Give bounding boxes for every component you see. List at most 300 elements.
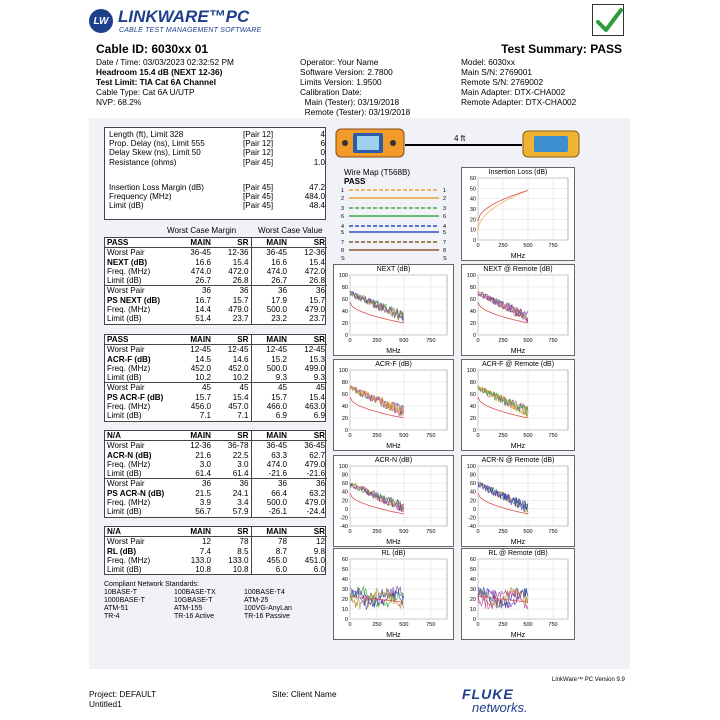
row-value: 45 [251, 383, 289, 393]
plot-x-label: MHz [386, 539, 401, 546]
row-value: 36 [289, 286, 327, 296]
row-value: 63.3 [251, 451, 289, 460]
table-row [105, 314, 327, 323]
y-tick-label: 40 [341, 489, 348, 496]
row-value: 452.0 [228, 363, 249, 373]
column-header: MAIN [251, 335, 289, 345]
summary-pair: [Pair 12] [243, 139, 274, 149]
summary-value: 1.0 [313, 157, 325, 167]
x-tick-label: 500 [399, 529, 409, 535]
y-tick-label: 0 [472, 238, 476, 244]
row-value: 12 [315, 537, 325, 547]
row-value: 10.2 [195, 373, 211, 383]
acrn-results-table [104, 430, 326, 518]
row-value: 500.0 [251, 305, 289, 314]
row-value: 15.2 [251, 355, 289, 364]
row-value: 45 [289, 383, 327, 393]
row-value: 15.4 [232, 392, 249, 402]
wire-map [335, 166, 453, 262]
row-value: 8.7 [251, 547, 289, 556]
summary-label: Length (ft), Limit 328 [109, 130, 184, 139]
wire-pin-label: 2 [443, 196, 447, 202]
column-header: MAIN [251, 527, 289, 537]
test-limit: Test Limit: TIA Cat 6A Channel [96, 77, 217, 87]
x-tick-label: 750 [426, 338, 436, 344]
wire-map-status: PASS [344, 177, 366, 186]
y-tick-label: 60 [469, 557, 476, 563]
rl-results-table [104, 526, 326, 575]
x-tick-label: 500 [523, 338, 533, 344]
summary-pair: [Pair 12] [243, 130, 274, 139]
row-value: 57.9 [232, 507, 249, 517]
plot-title: RL (dB) [381, 550, 406, 557]
summary-label: Insertion Loss Margin (dB) [109, 182, 204, 192]
row-value: 12-36 [190, 441, 211, 451]
y-tick-label: 80 [341, 472, 348, 479]
row-value: 12-45 [251, 345, 289, 355]
y-tick-label: 40 [469, 196, 476, 203]
y-tick-label: 40 [469, 577, 476, 583]
y-tick-label: 50 [469, 567, 476, 573]
row-value: 14.6 [232, 354, 249, 364]
x-tick-label: 750 [548, 433, 558, 439]
row-label: ACR-F (dB) [107, 354, 151, 364]
x-tick-label: 250 [498, 243, 508, 249]
row-label: Freq. (MHz) [107, 498, 151, 508]
y-tick-label: 100 [466, 464, 476, 470]
standard-item: TR-16 Active [174, 613, 215, 620]
row-value: 9.8 [313, 546, 325, 556]
summary-label: Frequency (MHz) [109, 192, 172, 202]
x-tick-label: 500 [399, 622, 409, 628]
row-value: 9.3 [313, 373, 325, 383]
plot-frame [478, 275, 568, 335]
table-row [105, 547, 327, 556]
x-tick-label: 0 [348, 433, 352, 439]
y-tick-label: 20 [469, 416, 476, 422]
row-value: 10.2 [232, 373, 249, 383]
plot-title: RL @ Remote (dB) [488, 550, 548, 557]
row-value: 36 [213, 286, 251, 296]
results-header-row [105, 527, 327, 537]
row-label: Worst Pair [107, 441, 145, 451]
wire-pin-label: S [341, 256, 345, 262]
wire-pin-label: 1 [341, 188, 345, 194]
app-title: LINKWARE™PC [118, 7, 250, 26]
fluke-word: FLUKE [462, 686, 514, 702]
summary-pair: [Pair 45] [243, 182, 274, 192]
table-row [105, 364, 327, 373]
plot-title: ACR-N (dB) [374, 457, 413, 464]
wire-pin-label: 8 [443, 248, 447, 254]
main-tester-icon [335, 126, 405, 160]
table-row [105, 556, 327, 565]
y-tick-label: 0 [344, 428, 348, 434]
row-value: 12-36 [227, 248, 249, 258]
row-label: Limit (dB) [107, 411, 142, 421]
results-header-row [105, 335, 327, 345]
row-label: Freq. (MHz) [107, 363, 151, 373]
y-tick-label: -20 [340, 515, 348, 522]
wire-pin-label: 5 [443, 230, 447, 236]
row-label: Freq. (MHz) [107, 305, 151, 315]
row-value: 457.0 [228, 402, 249, 412]
standards-title: Compliant Network Standards: [104, 581, 199, 588]
table-row [105, 355, 327, 364]
row-value: 7.4 [199, 546, 211, 556]
row-value: 472.0 [228, 266, 249, 276]
summary-pair: [Pair 12] [243, 148, 274, 158]
row-value: 16.6 [195, 257, 211, 267]
x-tick-label: 500 [523, 433, 533, 439]
row-value: 36 [289, 479, 327, 489]
row-value: 16.6 [251, 258, 289, 267]
y-tick-label: 40 [469, 309, 476, 315]
summary-row [109, 183, 325, 192]
row-value: 36 [251, 286, 289, 296]
column-header: MAIN [175, 431, 213, 441]
y-tick-label: 20 [341, 498, 348, 505]
row-value: 12-45 [304, 345, 325, 355]
plot-x-label: MHz [386, 443, 401, 450]
row-label: Limit (dB) [107, 314, 142, 324]
row-value: 499.0 [304, 363, 325, 373]
y-tick-label: 30 [469, 587, 476, 593]
row-value: 36-45 [251, 248, 289, 258]
table-row [105, 383, 327, 393]
table-row [105, 489, 327, 498]
standard-item: 1000BASE-T [104, 597, 145, 604]
row-value: 3.0 [199, 459, 211, 469]
row-value: 36 [175, 286, 213, 296]
y-tick-label: 0 [472, 506, 476, 513]
row-value: 8.5 [237, 546, 249, 556]
row-value: 12-45 [190, 345, 211, 355]
y-tick-label: 40 [341, 404, 348, 410]
row-value: 51.4 [195, 314, 211, 324]
y-tick-label: 100 [466, 273, 476, 279]
row-label: Freq. (MHz) [107, 266, 151, 276]
summary-value: 48.4 [309, 201, 325, 211]
row-label: Freq. (MHz) [107, 402, 151, 412]
summary-value: 4 [320, 130, 325, 139]
summary-pair: [Pair 45] [243, 157, 274, 167]
y-tick-label: 80 [469, 380, 476, 386]
table-row [105, 469, 327, 479]
site-name: Site: Client Name [272, 689, 337, 699]
row-value: 23.7 [232, 314, 249, 324]
x-tick-label: 500 [399, 433, 409, 439]
row-value: -21.6 [251, 469, 289, 479]
plot-title: ACR-F @ Remote (dB) [481, 361, 555, 368]
standard-item: ATM-155 [174, 605, 203, 612]
row-value: 474.0 [190, 266, 211, 276]
standard-item: TR-16 Passive [244, 613, 290, 620]
row-value: -24.4 [306, 507, 325, 517]
header-left [96, 57, 234, 107]
summary-table [109, 130, 325, 210]
result-status: PASS [105, 335, 175, 345]
row-value: 15.7 [232, 295, 249, 305]
row-value: 12 [201, 537, 211, 547]
table-row [105, 507, 327, 516]
x-tick-label: 250 [498, 338, 508, 344]
summary-value: 0 [320, 148, 325, 158]
plot-title: ACR-N @ Remote (dB) [481, 457, 555, 464]
y-tick-label: -40 [468, 524, 476, 530]
row-value: 10.8 [232, 565, 249, 575]
column-header: SR [213, 431, 251, 441]
standard-item: 10BASE-T [104, 589, 138, 596]
x-tick-label: 750 [426, 622, 436, 628]
row-value: 452.0 [190, 363, 211, 373]
summary-label: Limit (dB) [109, 201, 144, 211]
y-tick-label: 20 [469, 321, 476, 327]
row-value: 3.4 [237, 498, 249, 508]
table-row [105, 393, 327, 402]
table-row [105, 345, 327, 355]
row-value: 22.5 [232, 450, 249, 460]
row-label: Limit (dB) [107, 276, 142, 286]
wire-pin-label: 8 [341, 248, 345, 254]
standard-item: 100BASE-T4 [244, 589, 285, 596]
row-value: 45 [175, 383, 213, 393]
row-value: 10.8 [195, 565, 211, 575]
x-tick-label: 250 [372, 433, 382, 439]
summary-row [109, 139, 325, 148]
row-value: 21.5 [195, 488, 211, 498]
y-tick-label: 20 [469, 498, 476, 505]
plot-x-label: MHz [510, 539, 526, 546]
column-header: MAIN [251, 431, 289, 441]
software-version: Software Version: 2.7800 [300, 67, 393, 77]
x-tick-label: 750 [548, 338, 558, 344]
summary-label: Resistance (ohms) [109, 157, 177, 167]
row-value: 36 [175, 479, 213, 489]
plot-title: NEXT (dB) [376, 266, 411, 273]
row-value: 15.7 [251, 393, 289, 402]
row-value: 12-45 [227, 345, 249, 355]
plot-title: ACR-F (dB) [375, 361, 412, 368]
summary-row [109, 130, 325, 139]
row-value: 26.7 [195, 276, 211, 286]
standard-item: ATM-25 [244, 597, 269, 604]
y-tick-label: 50 [341, 567, 348, 573]
table-row [105, 286, 327, 296]
row-label: Limit (dB) [107, 565, 142, 575]
row-value: 6.9 [313, 411, 325, 421]
summary-label: Delay Skew (ns), Limit 50 [109, 148, 201, 158]
y-tick-label: 30 [469, 207, 476, 213]
row-value: 451.0 [304, 555, 325, 565]
column-header: SR [213, 335, 251, 345]
header-middle [300, 57, 410, 117]
row-value: -21.6 [306, 469, 325, 479]
worst-case-value-label: Worst Case Value [258, 226, 323, 235]
column-header: SR [289, 238, 327, 248]
x-tick-label: 250 [498, 622, 508, 628]
y-tick-label: 30 [341, 587, 348, 593]
row-value: 479.0 [304, 459, 325, 469]
cable-line [405, 144, 522, 146]
x-tick-label: 0 [476, 529, 480, 535]
row-label: Limit (dB) [107, 373, 142, 383]
y-tick-label: 0 [472, 617, 476, 623]
summary-row [109, 201, 325, 210]
wire-pin-label: 7 [341, 240, 345, 246]
x-tick-label: 0 [476, 622, 480, 628]
row-value: 12-36 [304, 248, 325, 258]
y-tick-label: 0 [344, 617, 348, 623]
compliant-standards [104, 580, 326, 621]
x-tick-label: 750 [426, 529, 436, 535]
table-row [105, 451, 327, 460]
calibration-date: Calibration Date: [300, 87, 362, 97]
next-plot [333, 264, 454, 356]
table-row [105, 296, 327, 305]
summary-label: Prop. Delay (ns), Limit 555 [109, 139, 205, 149]
rl-plot [333, 548, 454, 640]
main-adapter: Main Adapter: DTX-CHA002 [461, 87, 566, 97]
row-value: 7.1 [237, 411, 249, 421]
wire-pin-label: 7 [443, 240, 447, 246]
row-value: 16.7 [195, 295, 211, 305]
row-value: 133.0 [190, 555, 211, 565]
plot-frame [478, 466, 568, 526]
footer-project [89, 689, 156, 709]
row-value: -26.1 [251, 507, 289, 516]
app-subtitle: CABLE TEST MANAGEMENT SOFTWARE [119, 27, 262, 34]
plot-frame [350, 370, 447, 430]
y-tick-label: 10 [341, 607, 348, 613]
row-value: 15.4 [309, 257, 325, 267]
wire-pin-label: S [443, 256, 447, 262]
row-value: 61.4 [195, 469, 211, 479]
x-tick-label: 250 [372, 529, 382, 535]
row-label: Worst Pair [107, 345, 145, 355]
plot-x-label: MHz [386, 348, 401, 355]
table-row [105, 402, 327, 411]
y-tick-label: 60 [341, 557, 348, 563]
row-value: 474.0 [251, 460, 289, 469]
table-row [105, 537, 327, 547]
wire-pin-label: 1 [443, 188, 447, 194]
table-row [105, 565, 327, 574]
row-value: 479.0 [304, 305, 325, 315]
row-value: 61.4 [232, 469, 249, 479]
linkware-logo-icon: LW [89, 9, 113, 33]
row-value: 7.1 [199, 411, 211, 421]
y-tick-label: -20 [468, 515, 476, 522]
row-label: Worst Pair [105, 479, 175, 489]
y-tick-label: 40 [469, 404, 476, 410]
rl-remote-plot [461, 548, 575, 640]
y-tick-label: 60 [469, 481, 476, 488]
x-tick-label: 750 [548, 529, 558, 535]
operator: Operator: Your Name [300, 57, 379, 67]
column-header: SR [289, 431, 327, 441]
plot-x-label: MHz [510, 443, 526, 450]
nvp: NVP: 68.2% [96, 97, 142, 107]
summary-value: 47.2 [309, 182, 325, 192]
summary-row [109, 192, 325, 201]
x-tick-label: 750 [426, 433, 436, 439]
x-tick-label: 250 [372, 338, 382, 344]
plot-x-label: MHz [510, 253, 526, 260]
row-label: Worst Pair [107, 537, 145, 547]
result-status: N/A [105, 527, 175, 537]
row-value: 6.0 [313, 565, 325, 575]
y-tick-label: 20 [469, 217, 476, 224]
row-label: Freq. (MHz) [107, 459, 151, 469]
table-row [105, 267, 327, 276]
wire-map-title: Wire Map (T568B) [344, 168, 411, 177]
result-status: PASS [105, 238, 175, 248]
row-value: 26.7 [251, 276, 289, 286]
row-value: 456.0 [190, 402, 211, 412]
standard-item: ATM-51 [104, 605, 129, 612]
cable-id: Cable ID: 6030xx 01 [96, 42, 209, 56]
y-tick-label: 40 [341, 309, 348, 315]
y-tick-label: 10 [469, 607, 476, 613]
y-tick-label: 60 [341, 297, 348, 303]
header-right [461, 57, 576, 107]
y-tick-label: 100 [338, 464, 348, 470]
x-tick-label: 250 [498, 529, 508, 535]
plot-frame [350, 466, 447, 526]
row-value: 15.4 [232, 257, 249, 267]
table-row [105, 441, 327, 451]
y-tick-label: 80 [341, 380, 348, 386]
next-remote-plot [461, 264, 575, 356]
remote-adapter: Remote Adapter: DTX-CHA002 [461, 97, 577, 107]
row-label: Worst Pair [105, 383, 175, 393]
row-value: 36-45 [251, 441, 289, 451]
y-tick-label: 100 [466, 368, 476, 374]
insertion-loss-plot [461, 167, 575, 261]
plot-x-label: MHz [510, 632, 526, 639]
row-label: Limit (dB) [107, 507, 142, 517]
table-row [105, 373, 327, 383]
column-header: SR [213, 238, 251, 248]
column-header: MAIN [175, 527, 213, 537]
y-tick-label: 60 [469, 392, 476, 398]
row-value: 36 [251, 479, 289, 489]
wire-pin-label: 2 [341, 196, 345, 202]
row-value: 463.0 [304, 402, 325, 412]
linkware-version: LinkWare™ PC Version 9.9 [552, 677, 625, 683]
row-value: 500.0 [251, 364, 289, 373]
row-value: 133.0 [228, 555, 249, 565]
row-value: 36-45 [190, 248, 211, 258]
row-label: Limit (dB) [107, 469, 142, 479]
x-tick-label: 250 [498, 433, 508, 439]
fluke-networks-logo [462, 688, 528, 714]
main-serial: Main S/N: 2769001 [461, 67, 533, 77]
worst-case-margin-label: Worst Case Margin [167, 226, 237, 235]
summary-spacer [109, 167, 325, 183]
cable-type: Cable Type: Cat 6A U/UTP [96, 87, 195, 97]
row-value: 472.0 [304, 266, 325, 276]
x-tick-label: 500 [523, 529, 533, 535]
wire-pin-label: 6 [443, 214, 447, 220]
standard-item: 100VG-AnyLan [244, 605, 292, 612]
limits-version: Limits Version: 1.9500 [300, 77, 382, 87]
y-tick-label: 60 [341, 481, 348, 488]
y-tick-label: 80 [469, 285, 476, 291]
row-value: 26.8 [309, 276, 325, 286]
row-label: PS NEXT (dB) [107, 295, 161, 305]
